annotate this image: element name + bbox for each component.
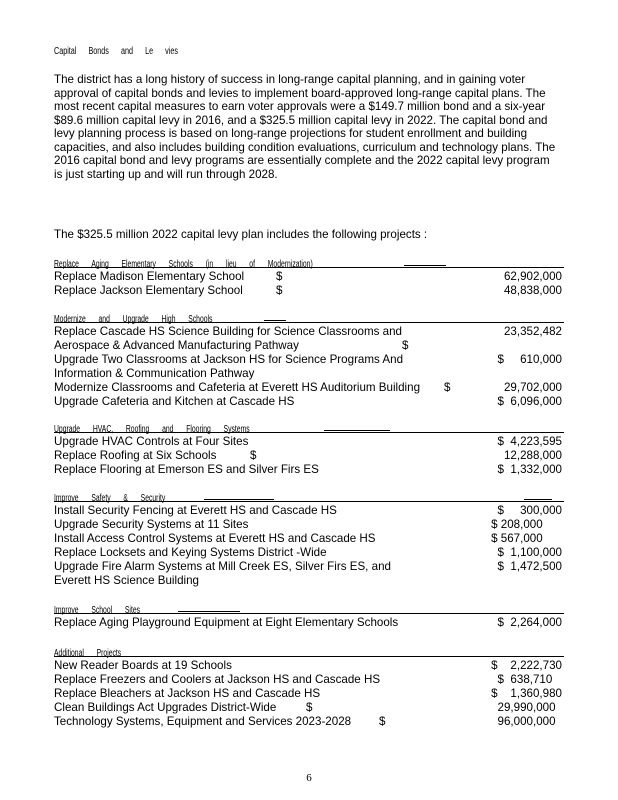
- heading-underline: [324, 430, 390, 431]
- project-item: Technology Systems, Equipment and Services 2023-2028 $ 96,000,000: [54, 714, 562, 728]
- project-item: Replace Madison Elementary School $ 62,902,000: [54, 270, 562, 283]
- project-amount: 29,990,000: [497, 700, 562, 714]
- project-section: [54, 309, 564, 408]
- dollar-sign: $: [276, 283, 283, 297]
- project-item: Upgrade Fire Alarm Systems at Mill Creek ES, Silver Firs ES, and Everett HS Science Building $ 1,472,500: [54, 559, 562, 587]
- heading-underline: [524, 499, 552, 500]
- project-item: Replace Aging Playground Equipment at Eight Elementary Schools $ 2,264,000: [54, 616, 562, 629]
- project-amount: $ 638,710: [497, 672, 562, 686]
- page-number: 6: [306, 772, 312, 784]
- project-amount: $ 1,472,500: [497, 559, 562, 573]
- heading-underline: [204, 499, 274, 500]
- project-amount: $ 2,264,000: [497, 616, 562, 629]
- project-item: Upgrade Cafeteria and Kitchen at Cascade HS $ 6,096,000: [54, 394, 562, 408]
- dollar-sign: $: [402, 338, 409, 352]
- dollar-sign: $: [250, 448, 257, 462]
- project-item: Upgrade Security Systems at 11 Sites $ 208,000: [54, 517, 562, 531]
- dollar-sign: $: [306, 700, 313, 714]
- project-amount: $ 610,000: [497, 352, 562, 366]
- project-item: Replace Jackson Elementary School $ 48,838,000: [54, 283, 562, 297]
- project-item: Upgrade HVAC Controls at Four Sites $ 4,223,595: [54, 435, 562, 448]
- section-heading: Upgrade HVAC, Roofing and Flooring Systems: [54, 419, 564, 433]
- project-item: Upgrade Two Classrooms at Jackson HS for Science Programs And Information & Communication Pathway $ 610,000: [54, 352, 562, 380]
- heading-underline: [264, 320, 286, 321]
- project-item: Install Access Control Systems at Everett HS and Cascade HS $ 567,000: [54, 531, 562, 545]
- section-heading: Improve School Sites: [54, 600, 564, 614]
- project-amount: 96,000,000: [497, 714, 562, 728]
- heading-underline: [178, 611, 240, 612]
- project-section: [54, 254, 564, 298]
- dollar-sign: $: [276, 270, 283, 283]
- dollar-sign: $: [444, 380, 451, 394]
- section-title: Capital Bonds and Le vies: [54, 46, 178, 57]
- project-amount: $ 1,360,980: [491, 686, 562, 700]
- project-amount: 29,702,000: [503, 380, 562, 394]
- project-item: Modernize Classrooms and Cafeteria at Everett HS Auditorium Building $ 29,702,000: [54, 380, 562, 394]
- project-item: Install Security Fencing at Everett HS and Cascade HS $ 300,000: [54, 504, 562, 517]
- project-amount: 12,288,000: [503, 448, 562, 462]
- project-amount: $ 2,222,730: [491, 659, 562, 672]
- project-amount: $ 1,100,000: [497, 545, 562, 559]
- project-amount: $ 300,000: [497, 504, 562, 517]
- project-item: Replace Locksets and Keying Systems District -Wide $ 1,100,000: [54, 545, 562, 559]
- project-amount: $ 567,000: [491, 531, 562, 545]
- project-item: Replace Bleachers at Jackson HS and Cascade HS $ 1,360,980: [54, 686, 562, 700]
- project-amount: 62,902,000: [503, 270, 562, 283]
- project-amount: $ 208,000: [491, 517, 562, 531]
- project-item: Replace Roofing at Six Schools $ 12,288,000: [54, 448, 562, 462]
- section-heading: Improve Safety & Security: [54, 488, 564, 502]
- dollar-sign: $: [379, 714, 386, 728]
- intro-paragraph: The district has a long history of success in long-range capital planning, and in gaining voter approval of capital bonds and levies to implement board-approved long-range capital plans. The most recent capital measures to earn voter approvals were a $149.7 million bond and a six-year $89.6 million capital levy in 2016, and a $325.5 million capital levy in 2022. The capital bond and levy planning process is based on long-range projections for student enrollment and building capacities, and also includes building condition evaluations, curriculum and technology plans. The 2016 capital bond and levy programs are essentially complete and the 2022 capital levy program is just starting up and will run through 2028.: [54, 73, 556, 181]
- project-amount: 48,838,000: [503, 283, 562, 297]
- project-section: [54, 488, 564, 587]
- project-section: [54, 600, 564, 630]
- project-amount: $ 4,223,595: [497, 435, 562, 448]
- project-item: Replace Freezers and Coolers at Jackson HS and Cascade HS $ 638,710: [54, 672, 562, 686]
- section-heading: Additional Projects: [54, 643, 564, 657]
- project-item: New Reader Boards at 19 Schools $ 2,222,730: [54, 659, 562, 672]
- project-item: Replace Cascade HS Science Building for Science Classrooms and Aerospace & Advanced Manufacturing Pathway $ 23,352,482: [54, 325, 562, 352]
- section-heading: Replace Aging Elementary Schools (in lieu of Modernization): [54, 254, 564, 268]
- project-item: Clean Buildings Act Upgrades District-Wide $ 29,990,000: [54, 700, 562, 714]
- project-amount: $ 6,096,000: [497, 394, 562, 408]
- project-amount: $ 1,332,000: [497, 462, 562, 476]
- lead-sentence: The $325.5 million 2022 capital levy plan includes the following projects :: [54, 228, 428, 241]
- project-section: [54, 419, 564, 477]
- project-amount: 23,352,482: [503, 325, 562, 338]
- project-item: Replace Flooring at Emerson ES and Silver Firs ES $ 1,332,000: [54, 462, 562, 476]
- section-heading: Modernize and Upgrade High Schools: [54, 309, 564, 323]
- heading-underline: [404, 265, 446, 266]
- project-section: [54, 643, 564, 729]
